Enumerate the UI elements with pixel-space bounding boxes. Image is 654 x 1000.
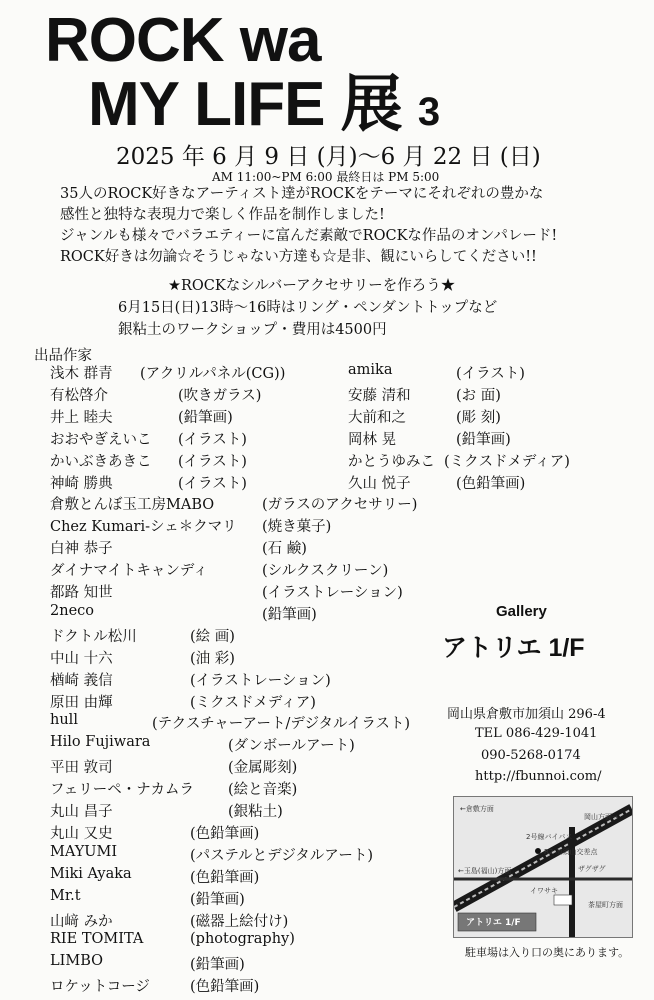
- artist-name: LIMBO: [50, 953, 104, 970]
- artist-genre: (鉛筆画): [190, 957, 245, 974]
- artist-name: 井上 睦夫: [50, 409, 113, 426]
- artist-genre: (色鉛筆画): [190, 979, 260, 996]
- intro-line: ROCK好きは勿論☆そうじゃない方達も☆是非、観にいらしてください!!: [60, 249, 537, 265]
- artist-name: 都路 知世: [50, 585, 113, 601]
- artist-name: おおやぎえいこ: [50, 431, 152, 448]
- artist-name: Chez Kumari-シェ＊クマリ: [50, 519, 237, 536]
- map-label-tamashima: ←玉島(福山)方面: [458, 867, 512, 875]
- event-date: 2025 年 6 月 9 日 (月)〜6 月 22 日 (日): [116, 144, 541, 170]
- access-map: [453, 796, 633, 938]
- parking-note: 駐車場は入り口の奥にあります。: [465, 946, 630, 959]
- title-line1: ROCK wa: [45, 6, 321, 75]
- artist-genre: (絵と音楽): [228, 782, 298, 799]
- artist-genre: (鉛筆画): [456, 431, 511, 448]
- artist-name: 山﨑 みか: [50, 913, 113, 930]
- artist-genre: (ミクスドメディア): [190, 694, 316, 711]
- artist-name: 原田 由輝: [50, 694, 113, 711]
- artist-name: 2neco: [50, 602, 94, 619]
- artist-name: 中山 十六: [50, 650, 113, 667]
- artist-name: 有松啓介: [50, 387, 108, 404]
- artist-genre: (色鉛筆画): [456, 475, 526, 492]
- artist-genre: (鉛筆画): [190, 891, 245, 908]
- artist-name: ドクトル松川: [50, 628, 137, 645]
- artist-genre: (鉛筆画): [178, 409, 233, 426]
- gallery-name: アトリエ 1/F: [442, 634, 585, 662]
- intro-line: 感性と独特な表現力で楽しく作品を制作しました!: [60, 207, 385, 223]
- artist-genre: (photography): [190, 931, 295, 948]
- gallery-label: Gallery: [496, 603, 547, 620]
- intro-line: 35人のROCK好きなアーティスト達がROCKをテーマにそれぞれの豊かな: [60, 186, 544, 202]
- artist-genre: (金属彫刻): [228, 760, 298, 777]
- artist-genre: (色鉛筆画): [190, 869, 260, 886]
- artist-genre: (磁器上絵付け): [190, 913, 289, 930]
- artist-genre: (イラストレーション): [190, 672, 331, 689]
- artist-name: フェリーペ・ナカムラ: [50, 782, 194, 799]
- artist-genre: (鉛筆画): [262, 606, 317, 623]
- artist-genre: (銀粘土): [228, 804, 283, 820]
- intro-text: [60, 184, 557, 268]
- artist-name: 白神 恭子: [50, 541, 113, 558]
- artist-name: RIE TOMITA: [50, 931, 144, 948]
- artist-genre: (テクスチャーアート/デジタルイラスト): [152, 716, 411, 733]
- artist-name: hull: [50, 712, 78, 729]
- event-time: AM 11:00~PM 6:00 最終日は PM 5:00: [212, 170, 440, 184]
- artist-name: 安藤 清和: [348, 387, 411, 404]
- artist-name: 大前和之: [348, 409, 406, 426]
- artist-name: Miki Ayaka: [50, 865, 132, 882]
- artist-name: ダイナマイトキャンディ: [50, 563, 208, 580]
- artist-name: 丸山 昌子: [50, 804, 113, 820]
- map-label-zagzag: ザグザグ: [578, 865, 606, 873]
- gallery-url[interactable]: http://fbunnoi.com/: [475, 769, 602, 784]
- map-label-kurashiki: ←倉敷方面: [460, 805, 494, 813]
- map-label-iwasaki: イワサキ: [530, 887, 558, 895]
- intro-line: ジャンルも様々でバラエティーに富んだ素敵でROCKな作品のオンパレード!: [60, 228, 558, 244]
- artist-genre: (イラスト): [456, 366, 525, 382]
- artist-genre: (イラスト): [178, 431, 247, 448]
- workshop-title: ★ROCKなシルバーアクセサリーを作ろう★: [168, 278, 456, 294]
- artist-genre: (イラスト): [178, 475, 247, 492]
- artist-name: 浅木 群青: [50, 366, 113, 382]
- artist-name: 倉敷とんぼ玉工房MABO: [50, 497, 215, 514]
- gallery-tel: TEL 086-429-1041: [475, 726, 598, 741]
- gallery-mobile: 090-5268-0174: [481, 748, 581, 763]
- artist-genre: (色鉛筆画): [190, 825, 260, 842]
- artist-genre: (絵 画): [190, 628, 235, 645]
- artist-name: 岡林 晃: [348, 431, 397, 448]
- artist-name: かいぶきあきこ: [50, 453, 152, 470]
- artist-name: Hilo Fujiwara: [50, 734, 151, 751]
- artist-genre: (焼き菓子): [262, 519, 332, 536]
- artist-genre: (お 面): [456, 387, 501, 404]
- artist-genre: (ミクスドメディア): [444, 453, 570, 470]
- map-label-atelier: アトリエ 1/F: [466, 918, 521, 928]
- artist-name: 久山 悦子: [348, 475, 411, 492]
- artist-name: 平田 敦司: [50, 760, 113, 777]
- artist-name: MAYUMI: [50, 843, 118, 860]
- artist-name: かとうゆみこ: [348, 453, 435, 470]
- artist-genre: (油 彩): [190, 650, 235, 667]
- title-number: 3: [417, 90, 440, 134]
- title-line2: [88, 70, 440, 143]
- artist-genre: (彫 刻): [456, 409, 501, 426]
- title-main: MY LIFE 展: [88, 70, 402, 139]
- artist-name: Mr.t: [50, 887, 81, 904]
- artist-name: 丸山 又史: [50, 825, 113, 842]
- artist-name: 楢崎 義信: [50, 672, 113, 689]
- workshop-line: 銀粘土のワークショップ・費用は4500円: [118, 322, 387, 338]
- artist-genre: (イラストレーション): [262, 585, 403, 601]
- artist-genre: (吹きガラス): [178, 387, 262, 404]
- workshop-line: 6月15日(日)13時〜16時はリング・ペンダントトップなど: [118, 300, 498, 316]
- artist-genre: (パステルとデジタルアート): [190, 847, 373, 864]
- map-label-r2: R2 加須山交差点: [544, 848, 598, 856]
- map-label-bypass: 2号線バイパス: [526, 833, 573, 841]
- map-label-okayama: 岡山方面→: [584, 813, 618, 821]
- artist-genre: (アクリルパネル(CG)): [140, 366, 286, 382]
- artist-genre: (イラスト): [178, 453, 247, 470]
- artist-name: 神崎 勝典: [50, 475, 113, 492]
- artist-name: amika: [348, 362, 393, 378]
- artist-name: ロケットコージ: [50, 979, 150, 996]
- artist-genre: (ダンボールアート): [228, 738, 355, 755]
- map-label-chayamachi: 茶屋町方面: [588, 901, 623, 909]
- artist-genre: (シルクスクリーン): [262, 563, 389, 580]
- gallery-address: 岡山県倉敷市加須山 296-4: [447, 707, 606, 722]
- artist-genre: (石 鹸): [262, 541, 307, 558]
- map-r2-marker: [535, 848, 541, 854]
- artists-heading: 出品作家: [34, 348, 92, 364]
- artist-genre: (ガラスのアクセサリー): [262, 497, 418, 514]
